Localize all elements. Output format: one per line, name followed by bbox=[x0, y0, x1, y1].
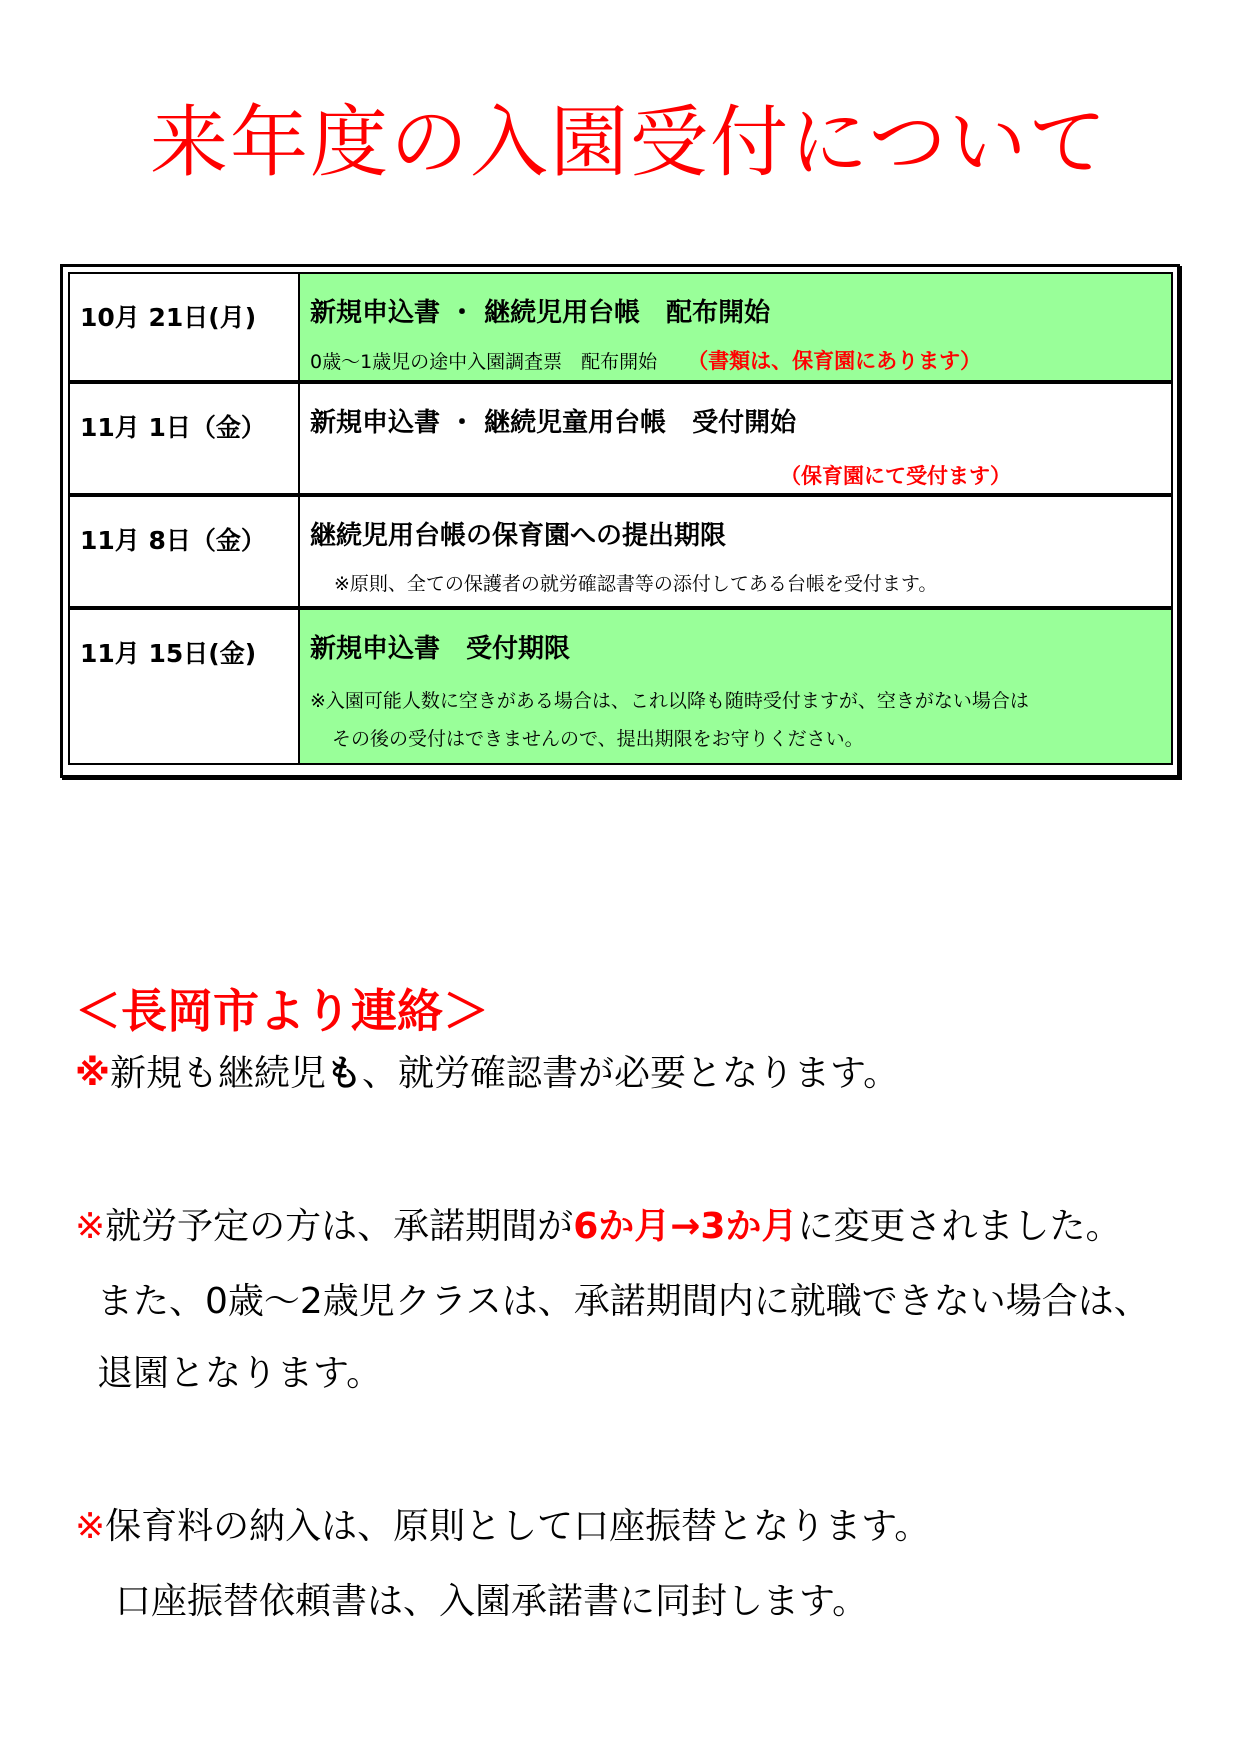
date-cell: 10月 21日(月) bbox=[70, 274, 300, 380]
page-title: 来年度の入園受付について bbox=[150, 98, 1109, 188]
event-title: 継続児用台帳の保育園への提出期限 bbox=[310, 521, 727, 551]
notice-text: 、就労確認書が必要となります。 bbox=[362, 1053, 900, 1094]
event-title: 新規申込書 受付期限 bbox=[310, 634, 571, 664]
notice-highlight: 6か月→3か月 bbox=[573, 1206, 798, 1247]
table-row bbox=[68, 272, 1173, 382]
notice-text: に変更されました。 bbox=[797, 1206, 1122, 1247]
event-red-note: （書類は、保育園にあります） bbox=[687, 349, 982, 373]
notice-mark: ※ bbox=[75, 1053, 110, 1094]
notice-item-2 bbox=[75, 1205, 1121, 1249]
event-note bbox=[310, 682, 1171, 758]
contact-heading: ＜長岡市より連絡＞ bbox=[75, 984, 489, 1038]
event-title: 新規申込書 ・ 継続児童用台帳 受付開始 bbox=[310, 408, 797, 438]
table-row bbox=[68, 382, 1173, 495]
date-cell: 11月 1日（金） bbox=[70, 384, 300, 493]
content-cell bbox=[300, 497, 1171, 606]
event-note-line: ※入園可能人数に空きがある場合は、これ以降も随時受付ますが、空きがない場合は bbox=[310, 690, 1029, 712]
event-subline bbox=[310, 348, 1171, 375]
date-cell: 11月 8日（金） bbox=[70, 497, 300, 606]
notice-mark: ※ bbox=[75, 1506, 106, 1547]
notice-text: 新規も継続児 bbox=[110, 1053, 327, 1094]
notice-mark: ※ bbox=[75, 1206, 106, 1247]
event-note: ※原則、全ての保護者の就労確認書等の添付してある台帳を受付ます。 bbox=[334, 573, 938, 595]
notice-emphasis: も bbox=[326, 1053, 363, 1094]
notice-item-2-line-3: 退園となります。 bbox=[97, 1353, 383, 1394]
notice-item-2-line-2: また、0歳～2歳児クラスは、承諾期間内に就職できない場合は、 bbox=[97, 1281, 1150, 1322]
notice-text: 保育料の納入は、原則として口座振替となります。 bbox=[105, 1506, 931, 1547]
notice-text: 就労予定の方は、承諾期間が bbox=[105, 1206, 574, 1247]
content-cell bbox=[300, 274, 1171, 380]
table-row bbox=[68, 495, 1173, 608]
event-note-line: その後の受付はできませんので、提出期限をお守りください。 bbox=[332, 728, 864, 750]
table-row bbox=[68, 608, 1173, 765]
notice-item-3-line-2: 口座振替依頼書は、入園承諾書に同封します。 bbox=[115, 1581, 869, 1622]
content-cell bbox=[300, 384, 1171, 493]
event-red-note: （保育園にて受付ます） bbox=[780, 464, 1011, 488]
schedule-table bbox=[60, 264, 1180, 778]
notice-item-1 bbox=[75, 1052, 899, 1096]
notice-item-3 bbox=[75, 1505, 930, 1549]
event-subtext: 0歳～1歳児の途中入園調査票 配布開始 bbox=[310, 351, 658, 373]
content-cell bbox=[300, 610, 1171, 763]
date-cell: 11月 15日(金) bbox=[70, 610, 300, 763]
event-title: 新規申込書 ・ 継続児用台帳 配布開始 bbox=[310, 298, 771, 328]
